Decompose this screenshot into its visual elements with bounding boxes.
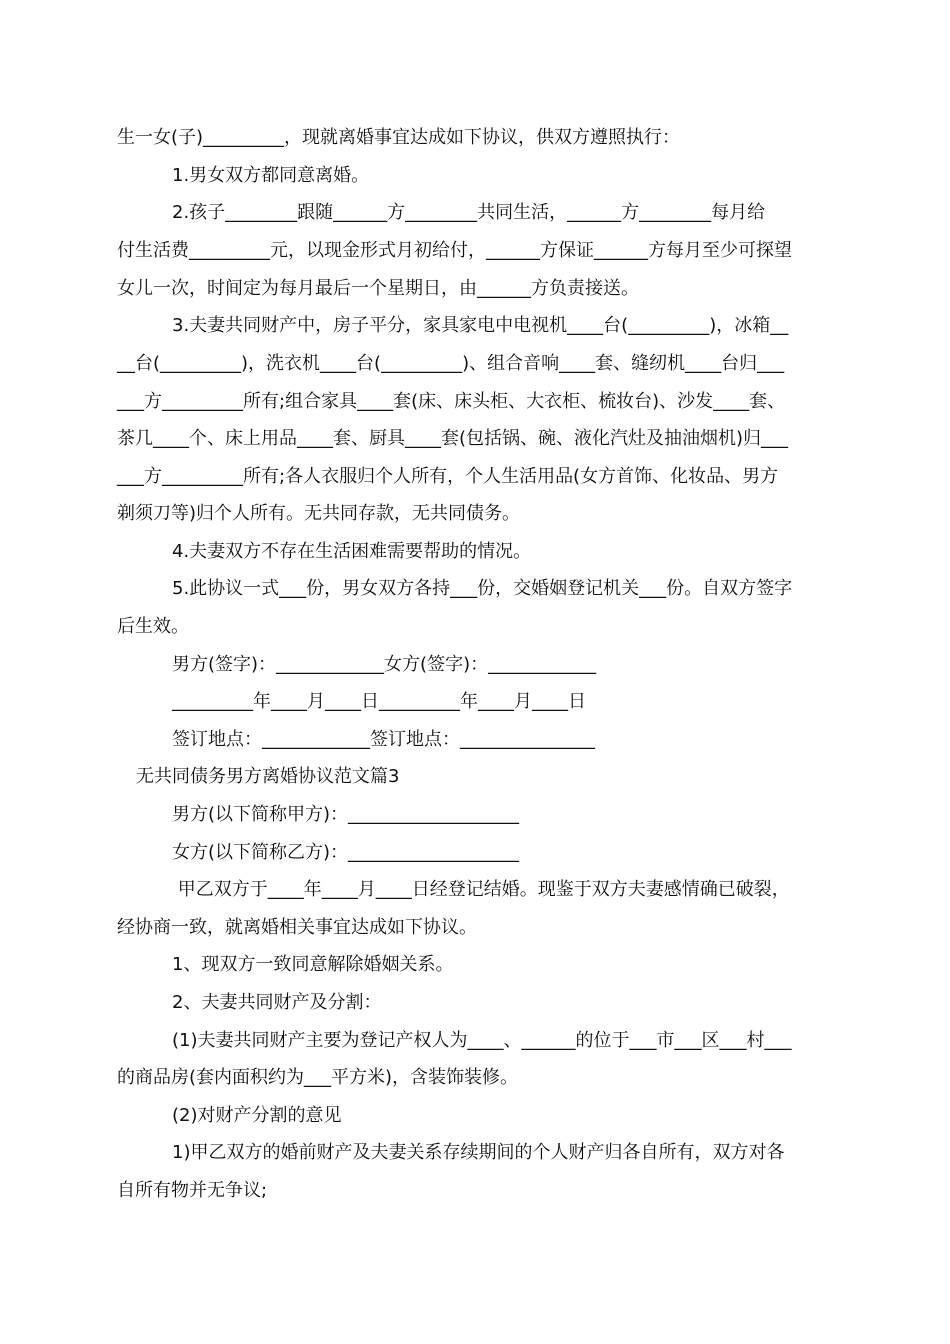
text-line: 5.此协议一式___份，男女双方各持___份，交婚姻登记机关___份。自双方签字 [172, 578, 793, 599]
text-line: ___方_________所有;各人衣服归个人所有，个人生活用品(女方首饰、化妆品、男方 [117, 466, 779, 487]
text-line: 1、现双方一致同意解除婚姻关系。 [172, 954, 454, 975]
date-line: _________年____月____日_________年____月____日 [172, 691, 586, 712]
text-line: 剃须刀等)归个人所有。无共同存款，无共同债务。 [117, 503, 521, 524]
text-line: __台(_________)，洗衣机____台(_________)、组合音响____套、缝纫机____台归___ [117, 353, 785, 374]
text-line: ___方_________所有;组合家具____套(床、床头柜、大衣柜、梳妆台)、沙发____套、 [117, 391, 786, 412]
text-line: 生一女(子)_________，现就离婚事宜达成如下协议，供双方遵照执行： [117, 127, 681, 148]
text-line: 经协商一致，就离婚相关事宜达成如下协议。 [117, 917, 477, 938]
text-line: 女方(以下简称乙方)：___________________ [172, 842, 520, 863]
text-line: 男方(以下简称甲方)：___________________ [172, 804, 520, 825]
text-line: 自所有物并无争议; [117, 1180, 268, 1201]
text-line: (1)夫妻共同财产主要为登记产权人为____、______的位于___市___区___村___ [172, 1030, 792, 1051]
text-line: 2、夫妻共同财产及分割： [172, 992, 382, 1013]
section-title: 无共同债务男方离婚协议范文篇3 [136, 766, 400, 787]
text-line: 3.夫妻共同财产中，房子平分，家具家电中电视机____台(_________)，冰箱__ [172, 315, 789, 336]
location-line: 签订地点：____________签订地点：_______________ [172, 729, 595, 750]
text-line: 1.男女双方都同意离婚。 [172, 165, 370, 186]
text-line: 的商品房(套内面积约为___平方米)，含装饰装修。 [117, 1067, 519, 1088]
text-line: 1)甲乙双方的婚前财产及夫妻关系存续期间的个人财产归各自所有，双方对各 [172, 1142, 785, 1163]
text-line: 甲乙双方于____年____月____日经登记结婚。现鉴于双方夫妻感情确已破裂， [172, 879, 790, 900]
text-line: 女儿一次，时间定为每月最后一个星期日，由______方负责接送。 [117, 278, 639, 299]
text-line: 后生效。 [117, 616, 189, 637]
text-line: (2)对财产分割的意见 [172, 1105, 342, 1126]
text-line: 茶几____个、床上用品____套、厨具____套(包括锅、碗、液化汽灶及抽油烟机)归___ [117, 428, 789, 449]
signature-line: 男方(签字)：____________女方(签字)：____________ [172, 654, 597, 675]
text-line: 2.孩子________跟随______方________共同生活，______方________每月给 [172, 202, 766, 223]
text-line: 付生活费_________元，以现金形式月初给付，______方保证______方每月至少可探望 [117, 240, 792, 261]
text-line: 4.夫妻双方不存在生活困难需要帮助的情况。 [172, 541, 532, 562]
